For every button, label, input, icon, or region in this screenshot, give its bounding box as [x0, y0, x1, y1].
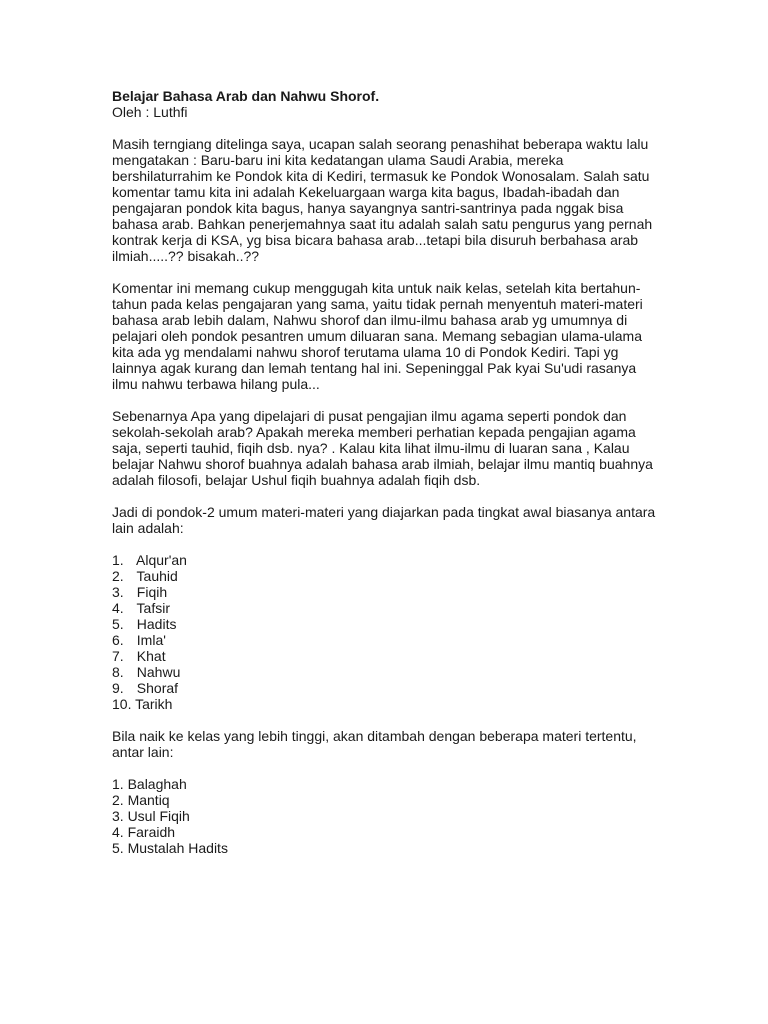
paragraph-line: Jadi di pondok-2 umum materi-materi yang diajarkan pada tingkat awal biasanya antara: [112, 504, 656, 520]
list-text: Imla': [136, 632, 166, 648]
paragraph-line: antar lain:: [112, 744, 174, 760]
list-number: 5.: [112, 616, 124, 632]
list-item: 5. Mustalah Hadits: [112, 840, 228, 856]
list-text: Tafsir: [136, 600, 170, 616]
paragraph-line: ilmu nahwu terbawa hilang pula...: [112, 376, 320, 392]
list-text: Tauhid: [136, 568, 178, 584]
paragraph-line: belajar Nahwu shorof buahnya adalah bahasa arab ilmiah, belajar ilmu mantiq buahnya: [112, 456, 653, 472]
paragraph-line: ilmiah.....?? bisakah..??: [112, 248, 260, 264]
paragraph-5: [112, 728, 672, 760]
paragraph-line: pengajaran pondok kita bagus, hanya sayangnya santri-santrinya pada nggak bisa: [112, 200, 624, 216]
list-item: [112, 584, 672, 600]
subject-list-basic: [112, 552, 672, 712]
list-item: 2. Mantiq: [112, 792, 170, 808]
list-text: Shoraf: [136, 680, 179, 696]
list-item: [112, 632, 672, 648]
list-text: Khat: [136, 648, 166, 664]
paragraph-line: Bila naik ke kelas yang lebih tinggi, akan ditambah dengan beberapa materi tertentu,: [112, 728, 637, 744]
list-number: 4.: [112, 600, 124, 616]
list-item: [112, 648, 672, 664]
paragraph-line: kita ada yg mendalami nahwu shorof terutama ulama 10 di Pondok Kediri. Tapi yg: [112, 344, 619, 360]
list-number: 9.: [112, 680, 124, 696]
paragraph-2: [112, 280, 672, 392]
paragraph-3: [112, 408, 672, 488]
paragraph-line: kontrak kerja di KSA, yg bisa bicara bahasa arab...tetapi bila disuruh berbahasa arab: [112, 232, 639, 248]
paragraph-line: lain adalah:: [112, 520, 184, 536]
list-text: Nahwu: [136, 664, 181, 680]
paragraph-line: mengatakan : Baru-baru ini kita kedatangan ulama Saudi Arabia, mereka: [112, 152, 564, 168]
list-text: Fiqih: [136, 584, 168, 600]
paragraph-line: pelajari oleh pondok pesantren umum diluaran sana. Memang sebagian ulama-ulama: [112, 328, 642, 344]
list-item: [112, 696, 672, 712]
paragraph-line: lainnya agak kurang dan lemah tentang hal ini. Sepeninggal Pak kyai Su'udi rasanya: [112, 360, 637, 376]
list-item: [112, 552, 672, 568]
list-number: 6.: [112, 632, 124, 648]
list-item: [112, 600, 672, 616]
list-text: Alqur'an: [136, 552, 187, 568]
paragraph-line: bahasa arab lebih dalam, Nahwu shorof dan ilmu-ilmu bahasa arab yg umumnya di: [112, 312, 628, 328]
list-number: 2.: [112, 568, 124, 584]
list-item: 4. Faraidh: [112, 824, 176, 840]
list-number: 3.: [112, 584, 124, 600]
document-page: [112, 88, 672, 856]
paragraph-line: saja, seperti tauhid, fiqih dsb. nya? . Kalau kita lihat ilmu-ilmu di luaran sana , Kalau: [112, 440, 630, 456]
subject-list-advanced: [112, 776, 672, 856]
list-item: [112, 568, 672, 584]
list-item: [112, 664, 672, 680]
author-line: Oleh : Luthfi: [112, 104, 188, 120]
paragraph-line: adalah filosofi, belajar Ushul fiqih buahnya adalah fiqih dsb.: [112, 472, 481, 488]
list-text: Tarikh: [135, 696, 173, 712]
list-item: 1. Balaghah: [112, 776, 187, 792]
paragraph-1: [112, 136, 672, 264]
list-number: 8.: [112, 664, 124, 680]
document-title: Belajar Bahasa Arab dan Nahwu Shorof.: [112, 88, 380, 104]
list-number: 10.: [112, 696, 132, 712]
paragraph-line: Sebenarnya Apa yang dipelajari di pusat pengajian ilmu agama seperti pondok dan: [112, 408, 627, 424]
paragraph-line: komentar tamu kita ini adalah Kekeluargaan warga kita bagus, Ibadah-ibadah dan: [112, 184, 620, 200]
list-item: [112, 680, 672, 696]
list-number: 7.: [112, 648, 124, 664]
list-number: 1.: [112, 552, 124, 568]
list-item: 3. Usul Fiqih: [112, 808, 190, 824]
list-item: [112, 616, 672, 632]
paragraph-4: [112, 504, 672, 536]
paragraph-line: sekolah-sekolah arab? Apakah mereka memberi perhatian kepada pengajian agama: [112, 424, 636, 440]
paragraph-line: tahun pada kelas pengajaran yang sama, yaitu tidak pernah menyentuh materi-materi: [112, 296, 643, 312]
list-text: Hadits: [136, 616, 177, 632]
paragraph-line: Masih terngiang ditelinga saya, ucapan salah seorang penashihat beberapa waktu lalu: [112, 136, 649, 152]
paragraph-line: Komentar ini memang cukup menggugah kita untuk naik kelas, setelah kita bertahun-: [112, 280, 641, 296]
paragraph-line: bahasa arab. Bahkan penerjemahnya saat itu adalah salah satu pengurus yang pernah: [112, 216, 653, 232]
paragraph-line: bershilaturrahim ke Pondok kita di Kediri, termasuk ke Pondok Wonosalam. Salah satu: [112, 168, 650, 184]
